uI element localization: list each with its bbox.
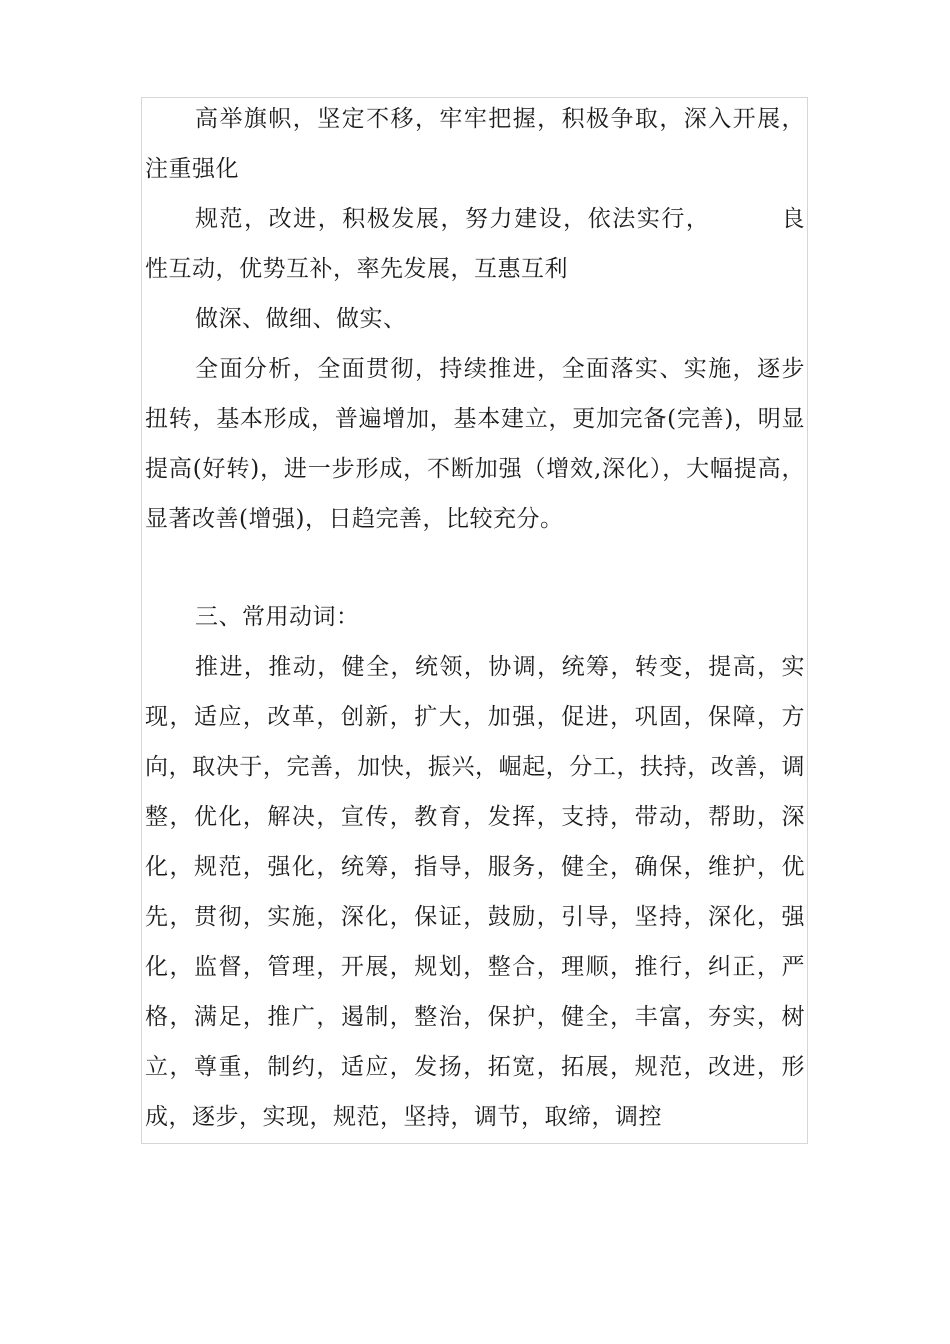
- paragraph-phrases-2-part-b: 良性互动，优势互补，率先发展，互惠互利: [145, 206, 806, 282]
- document-body-bottom: [145, 592, 805, 1142]
- document-body-top: [145, 94, 805, 544]
- paragraph-phrases-4: 全面分析，全面贯彻，持续推进，全面落实、实施，逐步扭转，基本形成，普遍增加，基本建立，更加完备(完善)，明显提高(好转)，进一步形成，不断加强（增效,深化），大幅提高，显著改善(增强)，日趋完善，比较充分。: [145, 356, 805, 532]
- paragraph-verbs: 推进，推动，健全，统领，协调，统筹，转变，提高，实现，适应，改革，创新，扩大，加强，促进，巩固，保障，方向，取决于，完善，加快，振兴，崛起，分工，扶持，改善，调整，优化，解决，宣传，教育，发挥，支持，带动，帮助，深化，规范，强化，统筹，指导，服务，健全，确保，维护，优先，贯彻，实施，深化，保证，鼓励，引导，坚持，深化，强化，监督，管理，开展，规划，整合，理顺，推行，纠正，严格，满足，推广，遏制，整治，保护，健全，丰富，夯实，树立，尊重，制约，适应，发扬，拓宽，拓展，规范，改进，形成，逐步，实现，规范，坚持，调节，取缔，调控: [145, 654, 805, 1130]
- paragraph-phrases-1: 高举旗帜，坚定不移，牢牢把握，积极争取，深入开展，注重强化: [145, 106, 805, 182]
- paragraph-phrases-3: 做深、做细、做实、: [195, 306, 407, 332]
- section-heading: 三、常用动词：: [195, 604, 360, 630]
- paragraph-phrases-2-part-a: 规范，改进，积极发展，努力建设，依法实行，: [195, 206, 711, 232]
- paragraph-phrases-2: [145, 194, 805, 294]
